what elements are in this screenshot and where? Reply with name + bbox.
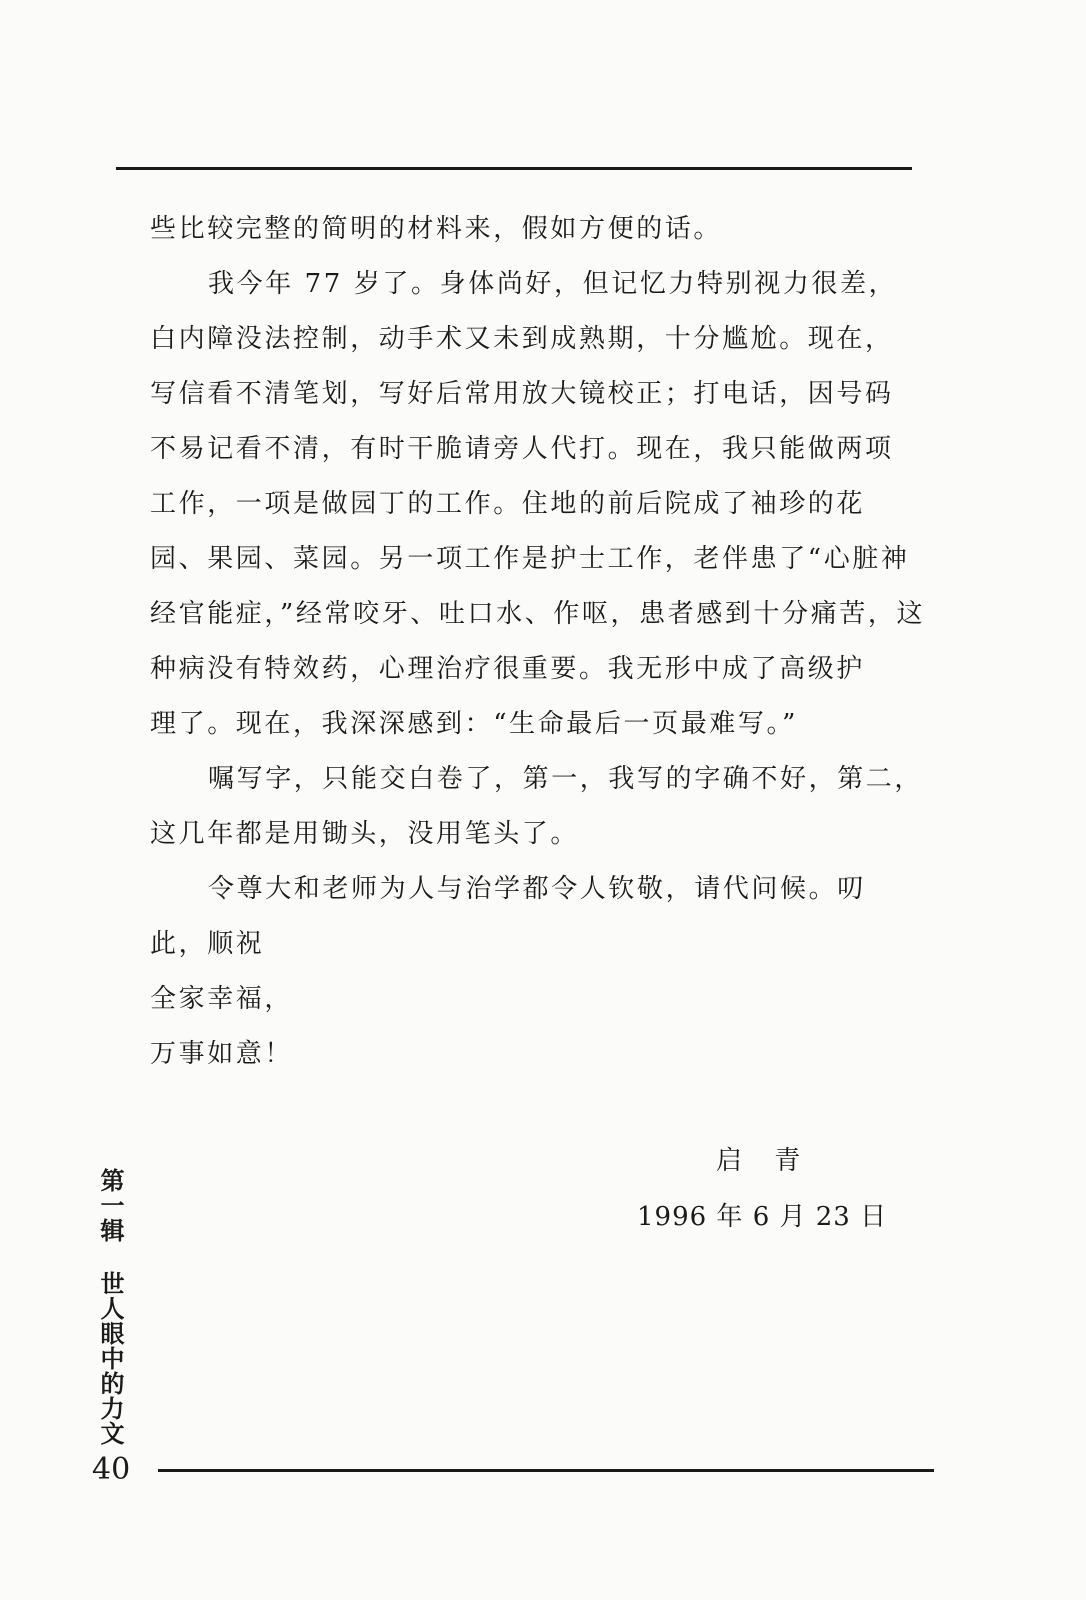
letter-line: 这几年都是用锄头，没用笔头了。 [150,819,580,849]
letter-date: 1996 年 6 月 23 日 [637,1202,888,1232]
letter-line: 种病没有特效药，心理治疗很重要。我无形中成了高级护 [150,654,866,684]
running-header [95,1168,125,1446]
letter-line: 园、果园、菜园。另一项工作是护士工作，老伴患了“心脏神 [150,544,910,574]
top-rule [116,167,912,170]
letter-line: 经官能症，”经常咬牙、吐口水、作呕，患者感到十分痛苦，这 [150,599,926,629]
letter-line: 我今年 77 岁了。身体尚好，但记忆力特别视力很差， [208,269,898,299]
letter-line: 工作，一项是做园丁的工作。住地的前后院成了袖珍的花 [150,489,866,519]
signature: 启 青 [716,1146,801,1176]
page-number: 40 [92,1452,131,1487]
letter-line: 白内障没法控制，动手术又未到成熟期，十分尴尬。现在， [150,324,894,354]
letter-line: 令尊大和老师为人与治学都令人钦敬，请代问候。叨 [208,874,866,904]
letter-line: 万事如意！ [150,1039,294,1069]
letter-line: 理了。现在，我深深感到：“生命最后一页最难写。” [150,709,798,739]
letter-body [150,202,926,1082]
section-label: 第一辑 [96,1168,124,1243]
letter-line: 不易记看不清，有时干脆请旁人代打。现在，我只能做两项 [150,434,894,464]
letter-line: 嘱写字，只能交白卷了，第一，我写的字确不好，第二， [208,764,924,794]
letter-line: 此，顺祝 [150,929,265,959]
letter-line: 全家幸福， [150,984,294,1014]
letter-line: 些比较完整的简明的材料来，假如方便的话。 [150,214,723,244]
letter-line: 写信看不清笔划，写好后常用放大镜校正；打电话，因号码 [150,379,894,409]
book-title: 世人眼中的力文 [96,1271,124,1446]
bottom-rule [158,1469,934,1472]
